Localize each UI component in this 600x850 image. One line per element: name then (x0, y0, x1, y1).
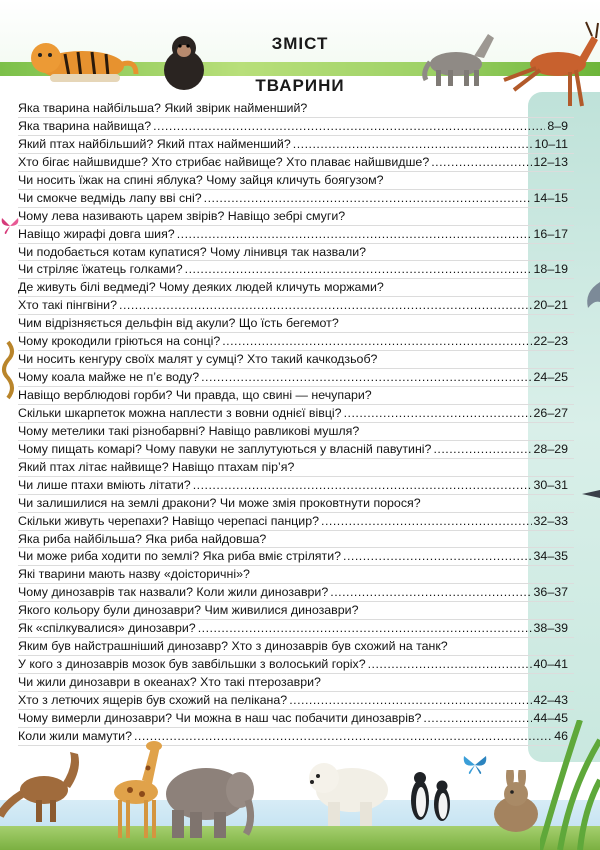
toc-entry (18, 710, 574, 728)
section-heading: ТВАРИНИ (255, 76, 345, 95)
toc-question: Які тварини мають назву «доісторичні»? (18, 567, 250, 582)
toc-entry (18, 118, 574, 136)
toc-leader-dots (293, 136, 533, 154)
toc-page-number: 30–31 (533, 477, 568, 492)
toc-entry (18, 279, 574, 297)
toc-question: Чому коала майже не п’є воду? (18, 370, 200, 385)
toc-entry (18, 100, 574, 118)
toc-entry (18, 548, 574, 566)
toc-entry (18, 244, 574, 262)
toc-entry (18, 620, 574, 638)
toc-page-number: 12–13 (533, 154, 568, 169)
toc-entry (18, 692, 574, 710)
toc-entry (18, 584, 574, 602)
toc-page-number: 46 (554, 728, 568, 743)
toc-leader-dots (368, 656, 532, 674)
butterfly-illustration (462, 754, 488, 776)
toc-page-number: 32–33 (533, 513, 568, 528)
toc-question: Скільки живуть черепахи? Навіщо черепасі панцир? (18, 513, 319, 528)
toc-question: Чи лише птахи вміють літати? (18, 477, 191, 492)
toc-question: Чи залишилися на землі дракони? Чи може змія проковтнути порося? (18, 495, 421, 510)
toc-page-number: 24–25 (533, 370, 568, 385)
toc-entry (18, 333, 574, 351)
toc-question: Чи смокче ведмідь лапу вві сні? (18, 190, 202, 205)
toc-leader-dots (185, 261, 532, 279)
toc-entry (18, 172, 574, 190)
toc-page-number: 42–43 (533, 692, 568, 707)
grass-decoration (540, 720, 600, 850)
toc-page-number: 28–29 (533, 441, 568, 456)
toc-question: Яким був найстрашніший динозавр? Хто з динозаврів був схожий на танк? (18, 639, 448, 654)
toc-page-number: 36–37 (533, 585, 568, 600)
toc-entry (18, 261, 574, 279)
toc-entry (18, 405, 574, 423)
toc-question: Чому метелики такі різнобарвні? Навіщо равликові мушля? (18, 423, 360, 438)
toc-page-number: 16–17 (533, 226, 568, 241)
toc-question: Чи може риба ходити по землі? Яка риба вміє стріляти? (18, 549, 342, 564)
dinosaur-illustration (0, 744, 90, 824)
toc-question: Яка риба найбільша? Яка риба найдовша? (18, 531, 267, 546)
toc-entry (18, 602, 574, 620)
toc-question: Яка тварина найвища? (18, 118, 152, 133)
toc-entry (18, 297, 574, 315)
toc-leader-dots (431, 154, 531, 172)
toc-leader-dots (343, 548, 532, 566)
antelope-illustration (500, 20, 600, 110)
toc-entry (18, 208, 574, 226)
toc-entry (18, 387, 574, 405)
toc-question: Чому динозаврів так назвали? Коли жили динозаври? (18, 585, 329, 600)
toc-entry (18, 531, 574, 549)
toc-entry (18, 226, 574, 244)
page-title: ЗМІСТ (271, 34, 329, 53)
toc-question: Чи стріляє їжатець голками? (18, 262, 183, 277)
tiger-illustration (20, 30, 140, 90)
toc-entry (18, 477, 574, 495)
snake-icon (0, 340, 16, 400)
toc-question: Хто такі пінгвіни? (18, 298, 117, 313)
toc-page-number: 40–41 (533, 657, 568, 672)
toc-leader-dots (222, 333, 531, 351)
toc-page-number: 18–19 (533, 262, 568, 277)
toc-page-number: 38–39 (533, 621, 568, 636)
toc-entry (18, 459, 574, 477)
toc-entry (18, 315, 574, 333)
toc-question: Хто бігає найшвидше? Хто стрибає найвище? Хто плаває найшвидше? (18, 154, 430, 169)
toc-leader-dots (423, 710, 531, 728)
toc-entry (18, 351, 574, 369)
butterfly-icon (0, 216, 20, 236)
toc-leader-dots (201, 369, 531, 387)
toc-entry (18, 190, 574, 208)
toc-question: У кого з динозаврів мозок був завбільшки з волоський горіх? (18, 657, 366, 672)
toc-entry (18, 728, 574, 746)
toc-question: Чи жили динозаври в океанах? Хто такі птерозаври? (18, 675, 321, 689)
toc-leader-dots (330, 584, 531, 602)
toc-page-number: 22–23 (533, 334, 568, 349)
toc-question: Як «спілкувалися» динозаври? (18, 621, 196, 636)
toc-entry (18, 674, 574, 692)
toc-question: Чи носить кенгуру своїх малят у сумці? Хто такий качкодзьоб? (18, 352, 378, 367)
toc-leader-dots (433, 441, 531, 459)
toc-page-number: 8–9 (547, 118, 568, 133)
toc-entry (18, 136, 574, 154)
toc-question: Чому вимерли динозаври? Чи можна в наш час побачити динозаврів? (18, 710, 422, 725)
toc-question: Хто з летючих ящерів був схожий на пелікана? (18, 692, 288, 707)
toc-question: Який птах найбільший? Який птах найменший? (18, 136, 291, 151)
toc-page-number: 26–27 (533, 405, 568, 420)
polar-bear-illustration (302, 750, 392, 830)
toc-leader-dots (134, 728, 552, 746)
toc-leader-dots (344, 405, 532, 423)
toc-question: Чому лева називають царем звірів? Навіщо зебрі смуги? (18, 208, 346, 223)
wolf-illustration (422, 26, 498, 88)
toc-page-number: 14–15 (533, 190, 568, 205)
toc-page-number: 10–11 (534, 136, 568, 151)
toc-leader-dots (193, 477, 532, 495)
toc-entry (18, 369, 574, 387)
toc-question: Коли жили мамути? (18, 728, 132, 743)
toc-question: Якого кольору були динозаври? Чим живилися динозаври? (18, 603, 359, 618)
toc-leader-dots (198, 620, 532, 638)
toc-question: Чи подобається котам купатися? Чому лінивця так назвали? (18, 244, 367, 259)
rabbit-illustration (486, 770, 546, 836)
toc-leader-dots (321, 513, 532, 531)
toc-leader-dots (204, 190, 532, 208)
toc-leader-dots (289, 692, 531, 710)
toc-entry (18, 566, 574, 584)
table-of-contents (18, 100, 574, 746)
bird-icon (582, 484, 600, 504)
toc-entry (18, 154, 574, 172)
toc-entry (18, 495, 574, 513)
dolphin-icon (580, 278, 600, 318)
toc-entry (18, 441, 574, 459)
elephant-illustration (156, 760, 256, 840)
toc-leader-dots (177, 226, 532, 244)
toc-question: Де живуть білі ведмеді? Чому деяких людей кличуть моржами? (18, 280, 384, 295)
toc-entry (18, 513, 574, 531)
toc-leader-dots (153, 118, 545, 136)
toc-question: Скільки шкарпеток можна наплести з вовни однієї вівці? (18, 405, 342, 420)
toc-question: Чому крокодили гріються на сонці? (18, 334, 221, 349)
toc-question: Який птах літає найвище? Навіщо птахам пір’я? (18, 459, 295, 474)
toc-page-number: 44–45 (533, 710, 568, 725)
toc-question: Чи носить їжак на спині яблука? Чому зайця кличуть боягузом? (18, 172, 384, 187)
toc-entry (18, 638, 574, 656)
toc-leader-dots (119, 297, 532, 315)
penguins-illustration (406, 764, 456, 824)
toc-question: Яка тварина найбільша? Який звірик найменший? (18, 101, 308, 115)
toc-question: Чим відрізняється дельфін від акули? Що їсть бегемот? (18, 316, 339, 331)
toc-entry (18, 423, 574, 441)
toc-question: Навіщо верблюдові горби? Чи правда, що свині — нечупари? (18, 388, 372, 402)
toc-question: Навіщо жирафі довга шия? (18, 226, 175, 241)
toc-entry (18, 656, 574, 674)
toc-page-number: 34–35 (533, 549, 568, 564)
toc-page-number: 20–21 (533, 298, 568, 313)
toc-question: Чому пищать комарі? Чому павуки не заплутуються у власній павутині? (18, 441, 432, 456)
